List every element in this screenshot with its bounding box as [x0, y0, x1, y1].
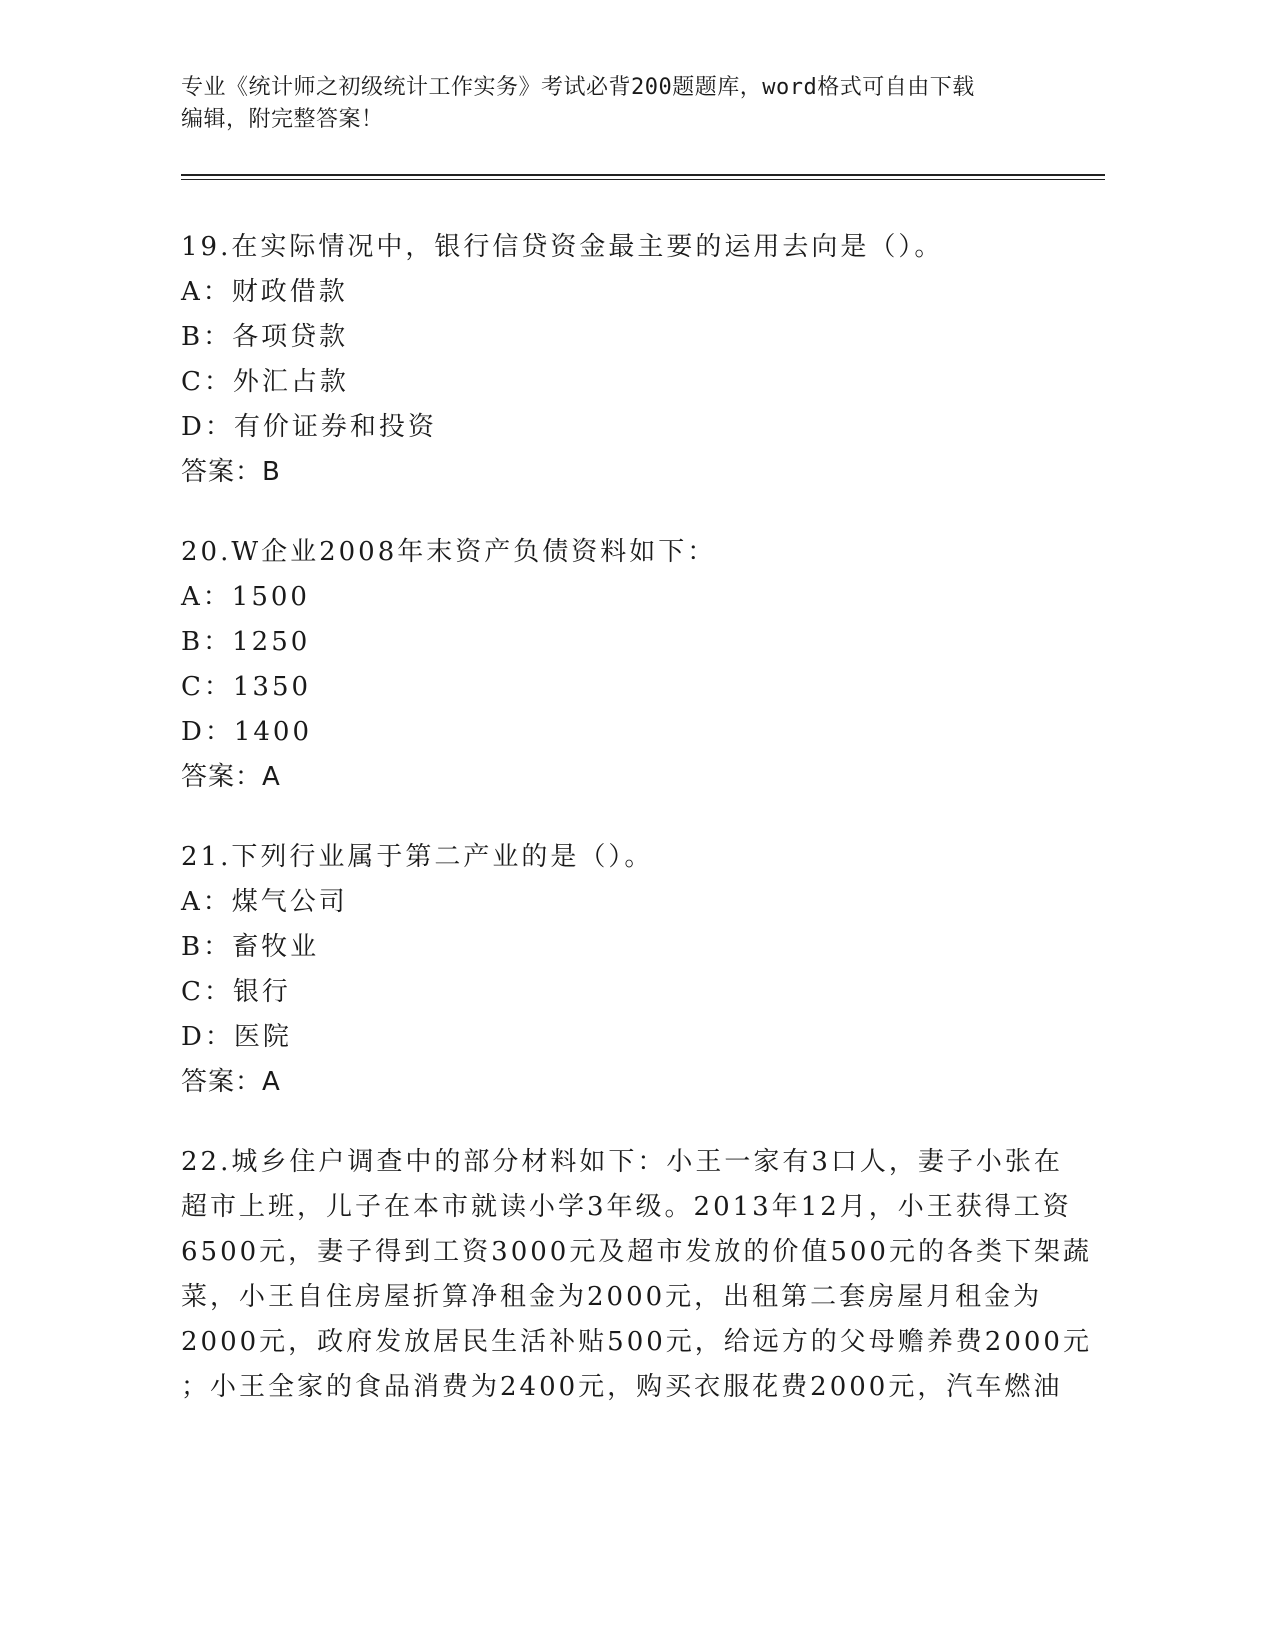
- header-divider-thick: [181, 174, 1105, 176]
- answer: 答案：A: [181, 1067, 281, 1097]
- question-text-line: 菜，小王自住房屋折算净租金为2000元，出租第二套房屋月租金为: [181, 1282, 1043, 1312]
- option-b: B：1250: [181, 627, 311, 657]
- question-text-line: 超市上班，儿子在本市就读小学3年级。2013年12月，小王获得工资: [181, 1192, 1072, 1222]
- question-text-line: ；小王全家的食品消费为2400元，购买衣服花费2000元，汽车燃油: [181, 1372, 1063, 1402]
- question-stem: 19.在实际情况中，银行信贷资金最主要的运用去向是（）。: [181, 232, 944, 262]
- option-c: C：1350: [181, 672, 312, 702]
- option-c: C：银行: [181, 977, 291, 1007]
- header-divider-thin: [181, 179, 1105, 180]
- question-text-line: 22.城乡住户调查中的部分材料如下：小王一家有3口人，妻子小张在: [181, 1147, 1063, 1177]
- header-line-1: 专业《统计师之初级统计工作实务》考试必背200题题库，word格式可自由下载: [181, 75, 975, 100]
- answer: 答案：A: [181, 762, 281, 792]
- option-b: B：畜牧业: [181, 932, 320, 962]
- question-21: [181, 835, 1111, 1105]
- question-text-line: 2000元，政府发放居民生活补贴500元，给远方的父母赡养费2000元: [181, 1327, 1092, 1357]
- header-line-2: 编辑，附完整答案！: [181, 107, 384, 132]
- option-c: C：外汇占款: [181, 367, 349, 397]
- question-22: [181, 1140, 1111, 1410]
- question-20: [181, 530, 1111, 800]
- option-d: D：1400: [181, 717, 313, 747]
- question-stem: 21.下列行业属于第二产业的是（）。: [181, 842, 654, 872]
- question-19: [181, 225, 1111, 495]
- option-d: D：有价证券和投资: [181, 412, 437, 442]
- option-a: A：煤气公司: [181, 887, 348, 917]
- answer: 答案：B: [181, 457, 281, 487]
- document-header: [181, 72, 1061, 136]
- question-text-line: 6500元，妻子得到工资3000元及超市发放的价值500元的各类下架蔬: [181, 1237, 1092, 1267]
- option-a: A：财政借款: [181, 277, 348, 307]
- question-stem: 20.W企业2008年末资产负债资料如下：: [181, 537, 717, 567]
- option-d: D：医院: [181, 1022, 292, 1052]
- option-a: A：1500: [181, 582, 310, 612]
- option-b: B：各项贷款: [181, 322, 349, 352]
